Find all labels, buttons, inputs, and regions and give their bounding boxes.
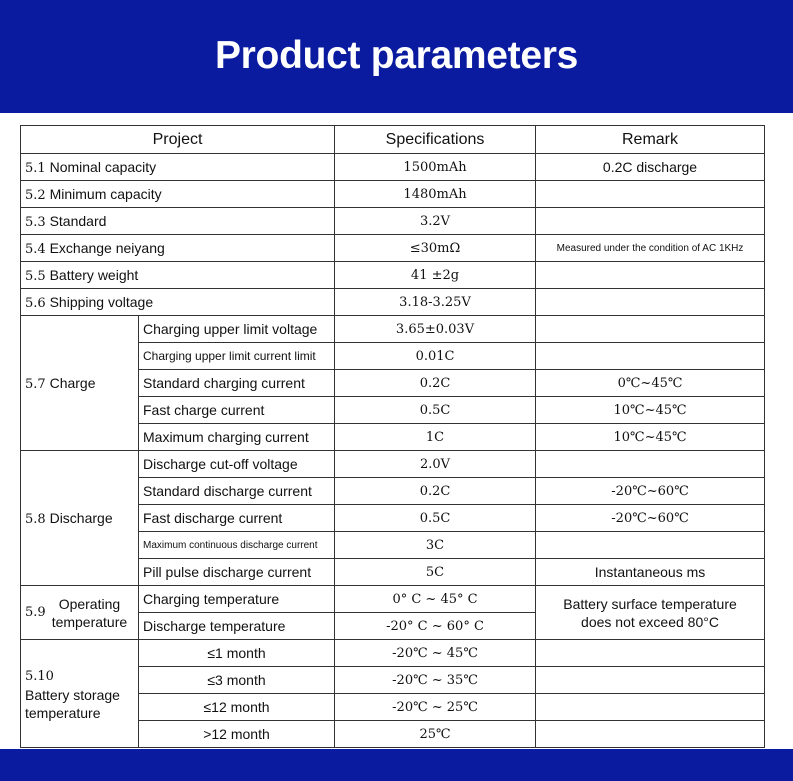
footer-bar [0,749,793,781]
spec-cell: 1C [335,424,536,451]
sub-label-cell: Maximum continuous discharge current [139,532,335,559]
row-number: 5.5 [25,268,46,284]
row-number: 5.4 [25,241,46,257]
discharge-group-cell [21,451,139,586]
row-label-cell [21,262,335,289]
table-row [21,154,765,181]
row-number: 5.6 [25,295,46,311]
spec-cell: 0.5C [335,505,536,532]
group-number: 5.8 [25,511,46,527]
spec-cell: 1480mAh [335,181,536,208]
spec-cell: 3C [335,532,536,559]
table-row [21,586,765,613]
sub-label-cell: ≤1 month [139,640,335,667]
spec-cell: 0.5C [335,397,536,424]
group-label-line2: temperature [25,704,101,721]
sub-label-cell: Maximum charging current [139,424,335,451]
group-number: 5.7 [25,376,46,392]
spec-cell: 3.65±0.03V [335,316,536,343]
sub-label-cell: Charging temperature [139,586,335,613]
group-label-line1: Battery storage [25,686,120,703]
sub-label-cell: Fast charge current [139,397,335,424]
remark-line1: Battery surface temperature [563,595,737,612]
sub-label-cell: ≤12 month [139,694,335,721]
remark-cell: -20℃~60℃ [536,478,765,505]
spec-cell: -20℃ ~ 25℃ [335,694,536,721]
row-label: Battery weight [49,266,139,283]
group-label [52,595,127,631]
sub-label-cell: Pill pulse discharge current [139,559,335,586]
row-label: Shipping voltage [49,293,154,310]
sub-label-cell: Discharge temperature [139,613,335,640]
parameters-table [20,125,765,748]
remark-cell [536,667,765,694]
row-label: Standard [49,212,107,229]
spec-cell: -20℃ ~ 45℃ [335,640,536,667]
remark-cell: -20℃~60℃ [536,505,765,532]
table-row [21,235,765,262]
row-label-cell [21,208,335,235]
table-row [21,262,765,289]
operating-group-cell [21,586,139,640]
group-number: 5.9 [25,605,46,620]
row-label-cell [21,181,335,208]
remark-cell [536,586,765,640]
remark-cell: 10℃~45℃ [536,397,765,424]
row-label-cell [21,235,335,262]
spec-cell: 3.18-3.25V [335,289,536,316]
remark-cell: Measured under the condition of AC 1KHz [536,235,765,262]
remark-line2: does not exceed 80°C [581,613,719,630]
row-label-cell [21,154,335,181]
sub-label-cell: Fast discharge current [139,505,335,532]
remark-cell [536,262,765,289]
remark-cell [536,316,765,343]
spec-cell: 1500mAh [335,154,536,181]
row-label: Nominal capacity [49,158,157,175]
spec-cell: 41 ±2g [335,262,536,289]
spec-cell: 2.0V [335,451,536,478]
spec-cell: 25℃ [335,721,536,748]
header-specifications: Specifications [335,126,536,154]
sub-label-cell: Standard discharge current [139,478,335,505]
remark-cell [536,208,765,235]
remark-cell [536,181,765,208]
group-label: Charge [49,374,96,391]
remark-cell [536,694,765,721]
group-label: Discharge [49,509,113,526]
spec-cell: 0° C ~ 45° C [335,586,536,613]
row-number: 5.2 [25,187,46,203]
spec-cell: -20℃ ~ 35℃ [335,667,536,694]
remark-cell: 0℃~45℃ [536,370,765,397]
spec-cell: 0.01C [335,343,536,370]
table-row [21,289,765,316]
sub-label-cell: ≤3 month [139,667,335,694]
remark-cell: 10℃~45℃ [536,424,765,451]
spec-cell: 3.2V [335,208,536,235]
row-number: 5.3 [25,214,46,230]
remark-cell [536,532,765,559]
spec-cell: 5C [335,559,536,586]
remark-cell [536,343,765,370]
sub-label-cell: Charging upper limit voltage [139,316,335,343]
group-label-line2: temperature [51,613,128,630]
page-title: Product parameters [214,34,579,77]
remark-cell [536,289,765,316]
row-number: 5.1 [25,160,46,176]
spec-cell: 0.2C [335,478,536,505]
spec-cell: -20° C ~ 60° C [335,613,536,640]
remark-cell: Instantaneous ms [536,559,765,586]
storage-group-cell [21,640,139,748]
sub-label-cell: Charging upper limit current limit [139,343,335,370]
header-project: Project [21,126,335,154]
header-remark: Remark [536,126,765,154]
remark-cell [536,451,765,478]
table-row [21,316,765,343]
sub-label-cell: Discharge cut-off voltage [139,451,335,478]
sub-label-cell: >12 month [139,721,335,748]
remark-cell: 0.2C discharge [536,154,765,181]
header-banner [0,0,793,113]
table-row [21,181,765,208]
sub-label-cell: Standard charging current [139,370,335,397]
row-label: Minimum capacity [49,185,162,202]
table-row [21,208,765,235]
group-label-line1: Operating [58,595,121,612]
remark-cell [536,721,765,748]
table-header-row [21,126,765,154]
remark-cell [536,640,765,667]
table-row [21,451,765,478]
row-label-cell [21,289,335,316]
charge-group-cell [21,316,139,451]
group-number: 5.10 [25,668,54,684]
spec-cell: 0.2C [335,370,536,397]
row-label: Exchange neiyang [49,239,165,256]
table-row [21,640,765,667]
spec-cell: ≤30mΩ [335,235,536,262]
